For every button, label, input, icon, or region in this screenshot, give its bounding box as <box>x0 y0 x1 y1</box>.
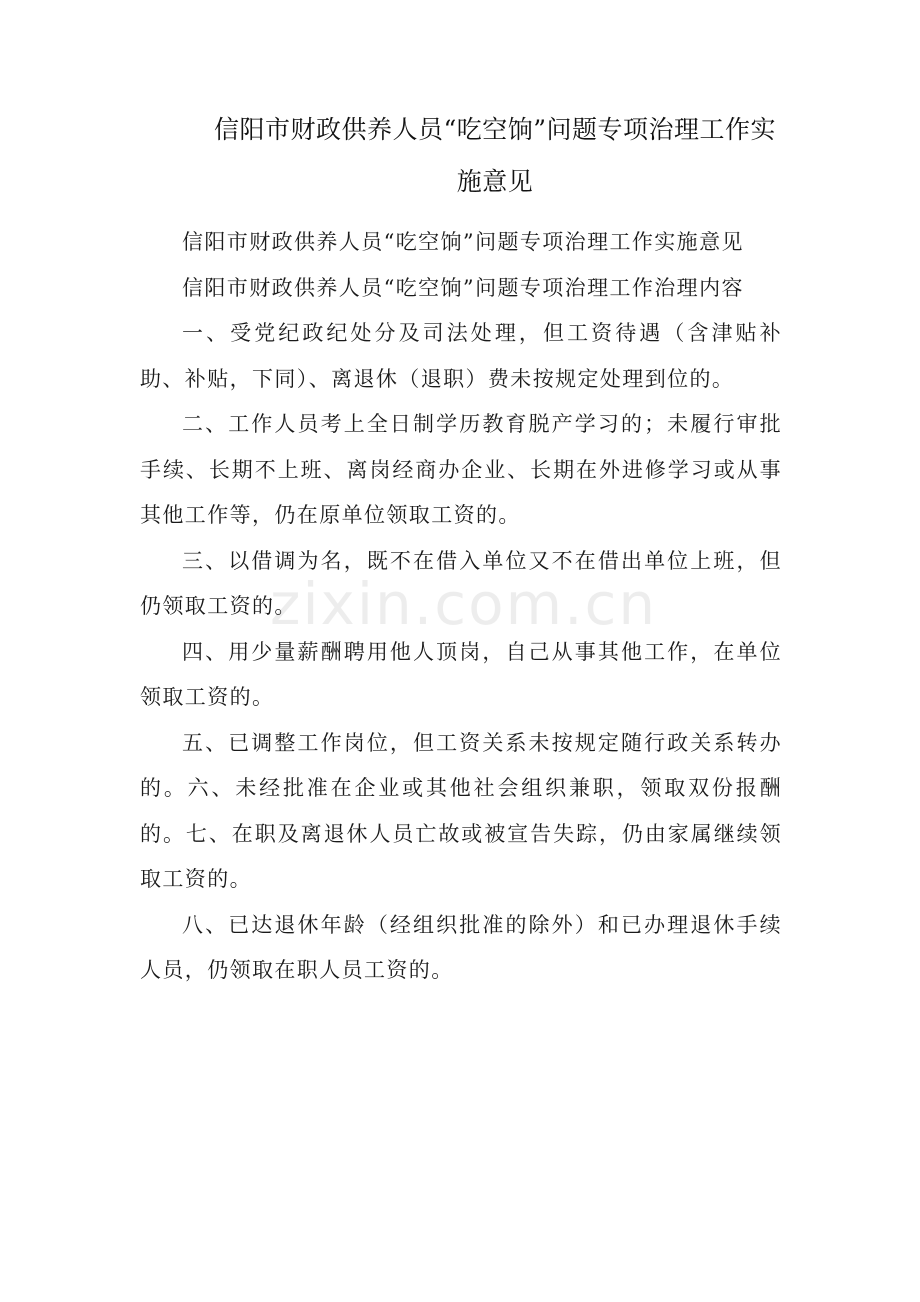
title-line-1: 信阳市财政供养人员“吃空饷”问题专项治理工作实 <box>213 115 777 144</box>
paragraph: 四、用少量薪酬聘用他人顶岗，自己从事其他工作，在单位领取工资的。 <box>140 639 782 709</box>
paragraph: 一、受党纪政纪处分及司法处理，但工资待遇（含津贴补助、补贴，下同）、离退休（退职）费未按规定处理到位的。 <box>140 321 782 391</box>
paragraph: 三、以借调为名，既不在借入单位又不在借出单位上班，但仍领取工资的。 <box>140 548 782 618</box>
document-title <box>150 104 840 208</box>
paragraph: 二、工作人员考上全日制学历教育脱产学习的；未履行审批手续、长期不上班、离岗经商办企业、长期在外进修学习或从事其他工作等，仍在原单位领取工资的。 <box>140 412 782 527</box>
title-line-2: 施意见 <box>456 167 534 196</box>
paragraph: 八、已达退休年龄（经组织批准的除外）和已办理退休手续人员，仍领取在职人员工资的。 <box>140 912 782 982</box>
paragraph: 五、已调整工作岗位，但工资关系未按规定随行政关系转办的。六、未经批准在企业或其他社会组织兼职，领取双份报酬的。七、在职及离退休人员亡故或被宣告失踪，仍由家属继续领取工资的。 <box>140 730 782 891</box>
paragraph: 信阳市财政供养人员“吃空饷”问题专项治理工作治理内容 <box>182 275 744 300</box>
document-body <box>140 220 782 994</box>
watermark: zixin.com.cn <box>270 570 658 638</box>
paragraph: 信阳市财政供养人员“吃空饷”问题专项治理工作实施意见 <box>182 230 744 254</box>
